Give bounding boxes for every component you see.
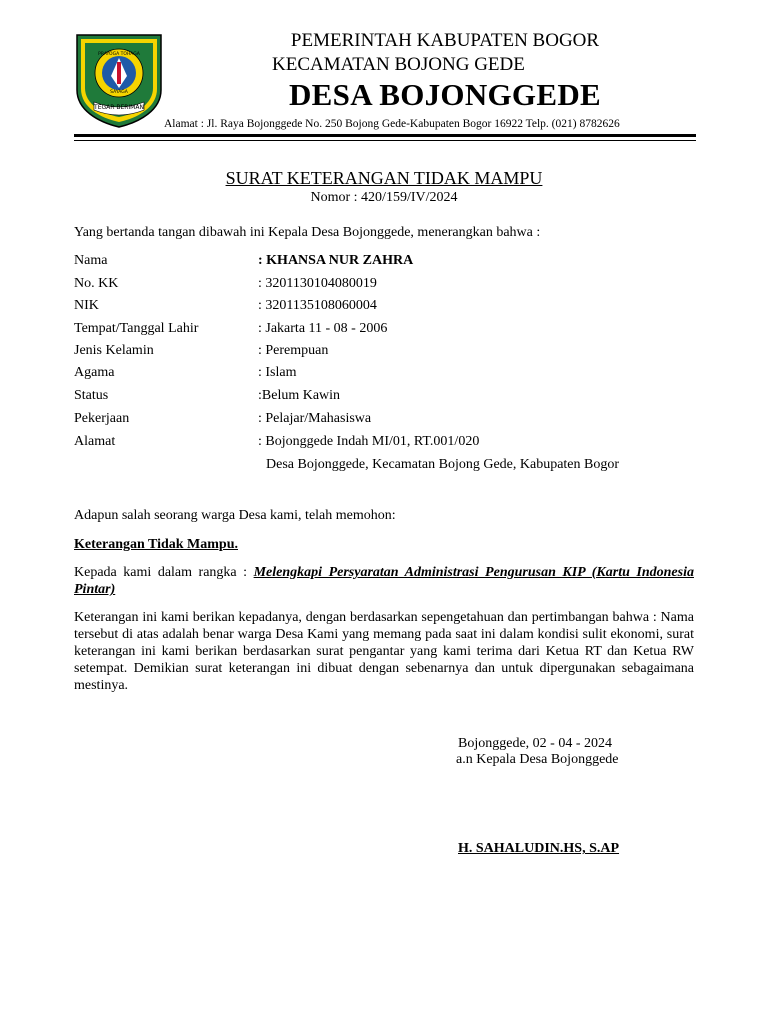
letter-intro: Yang bertanda tangan dibawah ini Kepala Desa Bojonggede, menerangkan bahwa : <box>74 225 541 240</box>
logo-banner-text: TEGAR BERIMAN <box>94 104 144 111</box>
section-heading: Keterangan Tidak Mampu. <box>74 537 239 552</box>
letterhead-rule-thick <box>74 134 696 137</box>
letterhead-district: KECAMATAN BOJONG GEDE <box>272 54 525 75</box>
statement-paragraph: Keterangan ini kami berikan kepadanya, dengan berdasarkan sepengetahuan dan pertimbangan bahwa : Nama tersebut di atas adalah benar warga Desa Kami yang memang pada saat ini dalam kondisi sulit ekonomi, surat keterangan ini kami berikan berdasarkan surat pengantar yang kami terima dari Ketua RT dan Ketua RW setempat. Demikian surat keterangan ini dibuat dengan sebenarnya dan untuk dipergunakan sebagaimana mestinya. <box>74 610 694 693</box>
field-value-address: : Bojonggede Indah MI/01, RT.001/020 <box>258 434 480 449</box>
letterhead-address: Alamat : Jl. Raya Bojonggede No. 250 Bojong Gede-Kabupaten Bogor 16922 Telp. (021) 8782626 <box>164 118 620 130</box>
purpose-paragraph <box>74 564 694 598</box>
field-value-gender: : Perempuan <box>258 343 329 358</box>
signatory-name: H. SAHALUDIN.HS, S.AP <box>458 841 620 856</box>
field-label-kk: No. KK <box>74 276 119 291</box>
purpose-text: Melengkapi Persyaratan Administrasi Pengurusan KIP (Kartu Indonesia Pintar) <box>74 565 694 597</box>
letter-number: Nomor : 420/159/IV/2024 <box>310 190 458 205</box>
logo-top-text: PRAYOGA TOHAGA <box>98 52 140 57</box>
field-label-religion: Agama <box>74 365 115 380</box>
field-label-gender: Jenis Kelamin <box>74 343 154 358</box>
letter-title: SURAT KETERANGAN TIDAK MAMPU <box>225 168 543 188</box>
letterhead-village: DESA BOJONGGEDE <box>289 77 601 112</box>
field-value-address-cont: Desa Bojonggede, Kecamatan Bojong Gede, Kabupaten Bogor <box>266 457 620 472</box>
letterhead-government: PEMERINTAH KABUPATEN BOGOR <box>290 30 600 51</box>
field-label-nik: NIK <box>74 298 99 313</box>
logo-shield-icon <box>74 32 164 128</box>
field-value-nama: : KHANSA NUR ZAHRA <box>258 253 414 268</box>
field-label-birth: Tempat/Tanggal Lahir <box>74 321 199 336</box>
field-label-status: Status <box>74 388 109 403</box>
field-value-kk: : 3201130104080019 <box>258 276 377 291</box>
applicant-note: Adapun salah seorang warga Desa kami, telah memohon: <box>74 508 396 523</box>
field-label-address: Alamat <box>74 434 116 449</box>
field-value-birth: : Jakarta 11 - 08 - 2006 <box>258 321 388 336</box>
field-label-nama: Nama <box>74 253 108 268</box>
logo-inner-text: SAYAGA <box>110 90 128 95</box>
purpose-prefix: Kepada kami dalam rangka : <box>74 565 254 580</box>
field-value-religion: : Islam <box>258 365 297 380</box>
field-value-occupation: : Pelajar/Mahasiswa <box>258 411 372 426</box>
letterhead-rule-thin <box>74 140 696 141</box>
field-label-occupation: Pekerjaan <box>74 411 130 426</box>
field-value-status: :Belum Kawin <box>258 388 341 403</box>
signature-place-date: Bojonggede, 02 - 04 - 2024 <box>458 736 612 751</box>
field-value-nik: : 3201135108060004 <box>258 298 377 313</box>
signature-on-behalf: a.n Kepala Desa Bojonggede <box>456 752 619 767</box>
regency-logo <box>74 32 164 128</box>
